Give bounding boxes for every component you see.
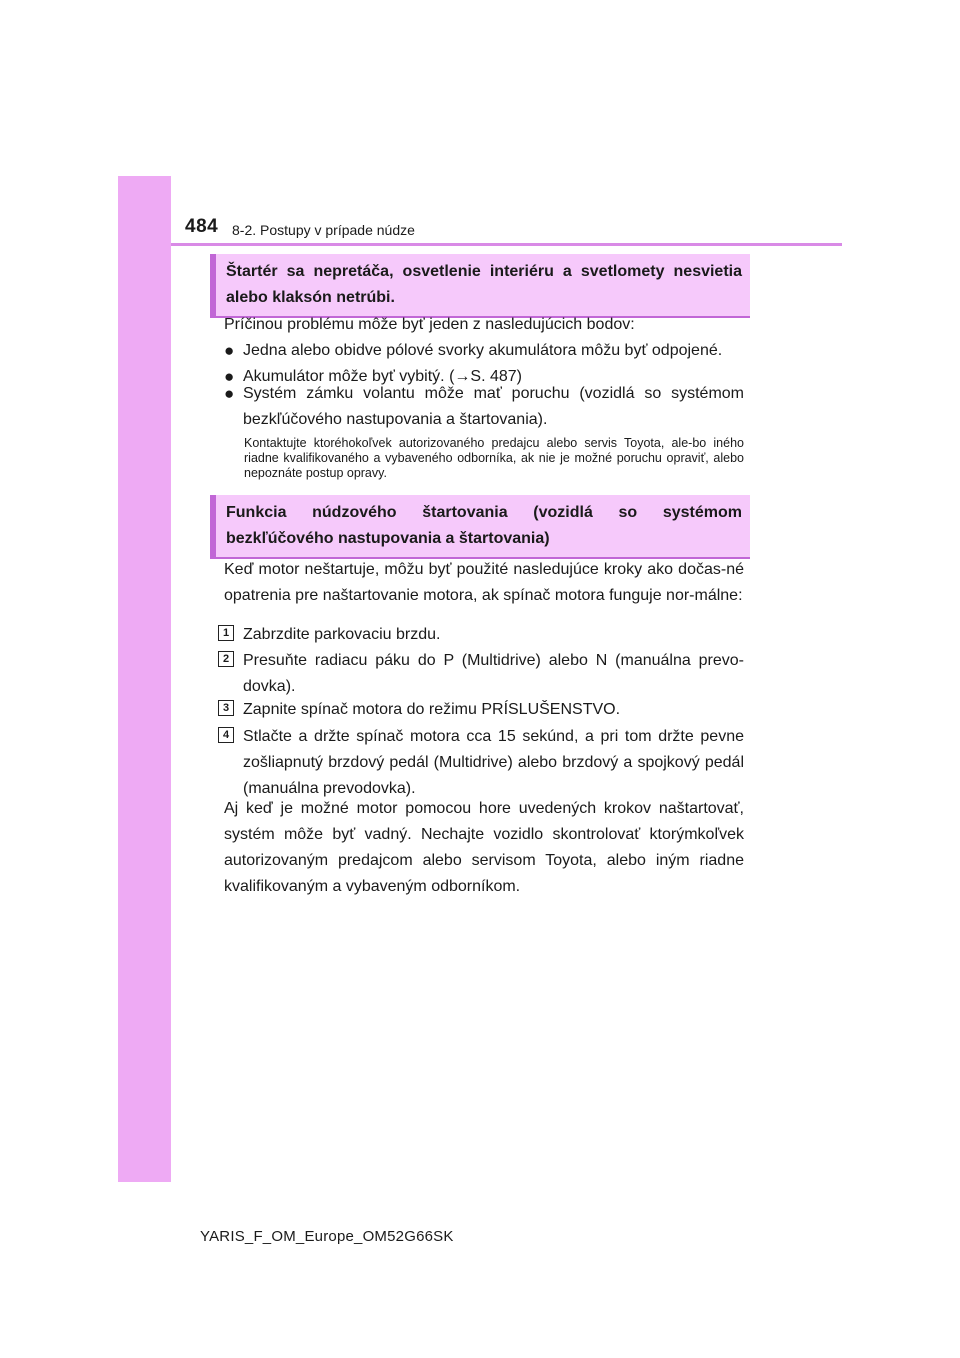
bullet-text: Akumulátor môže byť vybitý. (→S. 487) bbox=[243, 368, 522, 385]
step-number-badge: 1 bbox=[218, 625, 234, 641]
emergency-start-heading: Funkcia núdzového štartovania (vozidlá so systémom bezkľúčového nastupovania a štartovania) bbox=[210, 495, 750, 559]
closing-paragraph: Aj keď je možné motor pomocou hore uvedených krokov naštartovať, systém môže byť vadný. Nechajte vozidlo skontrolovať ktorýmkoľvek autorizovaným predajcom alebo servisom Toyota, alebo iným riadne kvalifikovaným a vybaveným odborníkom. bbox=[224, 800, 744, 895]
starter-intro: Príčinou problému môže byť jeden z nasledujúcich bodov: bbox=[224, 316, 635, 333]
side-color-band bbox=[118, 176, 171, 1182]
section-title: 8-2. Postupy v prípade núdze bbox=[232, 222, 415, 238]
list-item bbox=[224, 381, 744, 433]
header-divider bbox=[171, 243, 842, 246]
page-number: 484 bbox=[185, 216, 219, 237]
document-code: YARIS_F_OM_Europe_OM52G66SK bbox=[200, 1228, 454, 1245]
emergency-start-intro: Keď motor neštartuje, môžu byť použité nasledujúce kroky ako dočas-né opatrenia pre naštartovanie motora, ak spínač motora funguje nor-málne: bbox=[224, 561, 744, 604]
step-text: Zabrzdite parkovaciu brzdu. bbox=[243, 626, 441, 643]
bullet-icon: ● bbox=[224, 341, 235, 360]
bullet-text: Systém zámku volantu môže mať poruchu (vozidlá so systémom bezkľúčového nastupovania a štartovania). bbox=[243, 385, 744, 428]
bullet-text: Jedna alebo obidve pólové svorky akumulátora môžu byť odpojené. bbox=[243, 342, 723, 359]
step-number-badge: 2 bbox=[218, 651, 234, 667]
list-item bbox=[224, 338, 744, 364]
step-text: Presuňte radiacu páku do P (Multidrive) alebo N (manuálna prevo-dovka). bbox=[243, 652, 744, 695]
bullet-icon: ● bbox=[224, 367, 235, 386]
service-note: Kontaktujte ktoréhokoľvek autorizovaného predajcu alebo servis Toyota, ale-bo iného riadne kvalifikovaného a vybaveného odborníka, ak nie je možné poruchu opraviť, alebo nepoznáte postup opravy. bbox=[244, 436, 744, 480]
step-text: Stlačte a držte spínač motora cca 15 sekúnd, a pri tom držte pevne zošliapnutý brzdový pedál (Multidrive) alebo brzdový a spojkový pedál (manuálna prevodovka). bbox=[243, 728, 744, 797]
step-number-badge: 4 bbox=[218, 727, 234, 743]
bullet-icon: ● bbox=[224, 384, 235, 403]
step-text: Zapnite spínač motora do režimu PRÍSLUŠENSTVO. bbox=[243, 701, 621, 718]
step-number-badge: 3 bbox=[218, 700, 234, 716]
starter-section-heading: Štartér sa nepretáča, osvetlenie interiéru a svetlomety nesvietia alebo klaksón netrúbi. bbox=[210, 254, 750, 318]
